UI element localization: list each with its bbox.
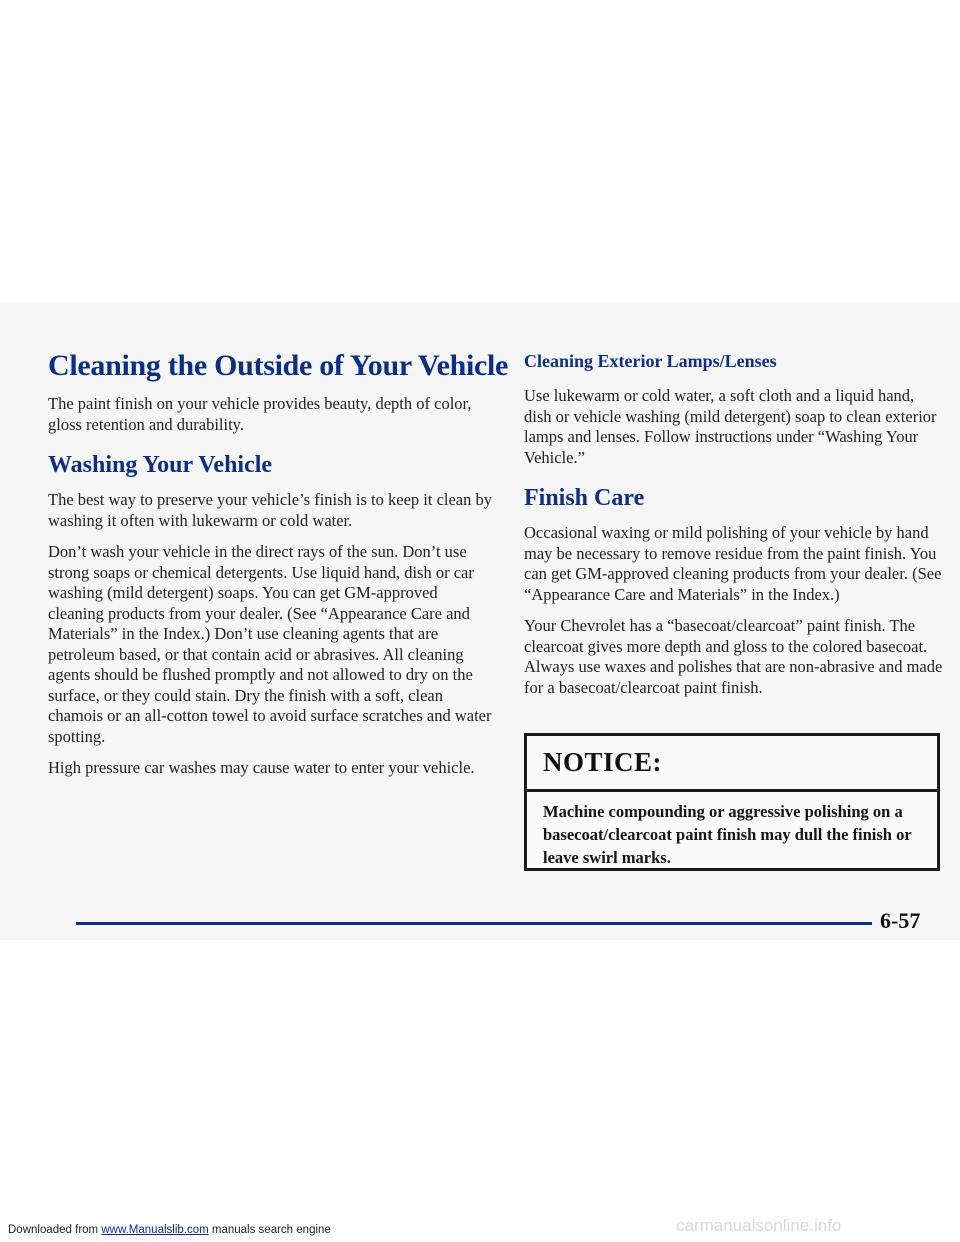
lamps-paragraph: Use lukewarm or cold water, a soft cloth and a liquid hand, dish or vehicle washing (mild detergent) soap to clean exterior lamps and lenses. Follow instructions under “Washing Your Vehicle.” <box>524 386 937 467</box>
notice-title: NOTICE: <box>543 747 663 777</box>
page-number: 6-57 <box>880 908 921 933</box>
page-divider-rule <box>76 922 872 925</box>
watermark-text: carmanualsonline.info <box>676 1216 842 1235</box>
left-column <box>48 348 509 779</box>
washing-paragraph-2: Don’t wash your vehicle in the direct rays of the sun. Don’t use strong soaps or chemical detergents. Use liquid hand, dish or car washing (mild detergent) soaps. You can get GM-approved cleaning products from your dealer. (See “Appearance Care and Materials” in the Index.) Don’t use cleaning agents that are petroleum based, or that contain acid or abrasives. All cleaning agents should be flushed promptly and not allowed to dry on the surface, or they could stain. Dry the finish with a soft, clean chamois or an all-cotton towel to avoid surface scratches and water spotting. <box>48 542 492 746</box>
footer-prefix: Downloaded from <box>8 1224 102 1236</box>
washing-paragraph-1: The best way to preserve your vehicle’s finish is to keep it clean by washing it often with lukewarm or cold water. <box>48 490 492 530</box>
notice-text: Machine compounding or aggressive polishing on a basecoat/clearcoat paint finish may dull the finish or leave swirl marks. <box>543 802 912 867</box>
finish-paragraph-1: Occasional waxing or mild polishing of your vehicle by hand may be necessary to remove residue from the paint finish. You can get GM-approved cleaning products from your dealer. (See “Appearance Care and Materials” in the Index.) <box>524 523 942 604</box>
footer-suffix: manuals search engine <box>208 1224 331 1236</box>
finish-care-heading: Finish Care <box>524 485 645 511</box>
manualslib-link[interactable]: www.Manualslib.com <box>101 1224 209 1236</box>
download-footer <box>8 1224 331 1236</box>
section-title: Cleaning the Outside of Your Vehicle <box>48 349 509 382</box>
right-column <box>524 348 944 698</box>
notice-header <box>527 736 937 792</box>
washing-heading: Washing Your Vehicle <box>48 452 273 478</box>
notice-box <box>524 733 940 871</box>
finish-paragraph-2: Your Chevrolet has a “basecoat/clearcoat” paint finish. The clearcoat gives more depth and gloss to the colored basecoat. Always use waxes and polishes that are non-abrasive and made for a basecoat/clearcoat paint finish. <box>524 616 943 697</box>
washing-paragraph-3: High pressure car washes may cause water to enter your vehicle. <box>48 758 475 777</box>
intro-paragraph: The paint finish on your vehicle provides beauty, depth of color, gloss retention and durability. <box>48 394 472 434</box>
lamps-heading: Cleaning Exterior Lamps/Lenses <box>524 351 777 371</box>
